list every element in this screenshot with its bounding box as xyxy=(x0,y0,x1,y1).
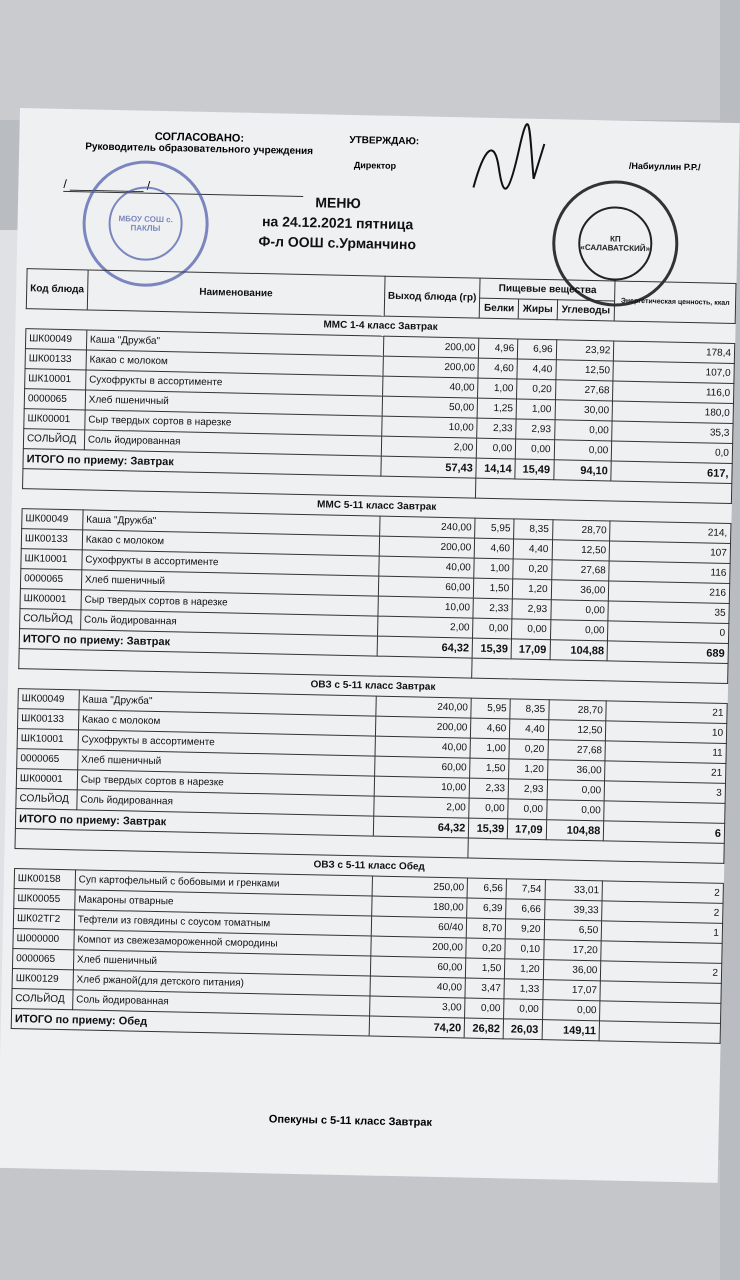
cell-name: Макароны отварные xyxy=(75,890,372,916)
cell-energy: 107,0 xyxy=(613,361,734,384)
cell-carbs: 0,00 xyxy=(554,420,612,441)
cell-output: 240,00 xyxy=(379,516,475,538)
cell-carbs: 28,70 xyxy=(552,520,610,541)
cell-energy xyxy=(600,1001,721,1024)
cell-output: 200,00 xyxy=(383,336,479,358)
cell-carbs: 0,00 xyxy=(542,1000,600,1021)
cell-protein: 0,00 xyxy=(465,998,504,1019)
cell-name: Соль йодированная xyxy=(77,790,374,816)
total-protein: 15,39 xyxy=(469,818,508,839)
cell-carbs: 27,68 xyxy=(548,740,606,761)
total-carbs: 94,10 xyxy=(553,460,611,481)
cell-output: 250,00 xyxy=(372,876,468,898)
director-name: /Набиуллин Р.Р./ xyxy=(628,160,701,173)
cell-fat: 2,93 xyxy=(508,779,547,800)
confirm-label: УТВЕРЖДАЮ: xyxy=(349,134,420,148)
cell-name: Хлеб ржаной(для детского питания) xyxy=(73,970,370,996)
cell-code: ШК00133 xyxy=(18,709,79,730)
cell-code: ШК10001 xyxy=(21,549,82,570)
wall-background xyxy=(0,0,720,120)
cell-energy: 178,4 xyxy=(614,341,735,364)
cell-output: 60,00 xyxy=(370,956,466,978)
cell-output: 200,00 xyxy=(379,536,475,558)
cell-energy: 11 xyxy=(605,741,726,764)
cell-energy: 180,0 xyxy=(612,401,733,424)
cell-carbs: 27,68 xyxy=(555,380,613,401)
cell-output: 40,00 xyxy=(379,556,475,578)
cell-output: 10,00 xyxy=(374,776,470,798)
col-nutrients: Пищевые вещества xyxy=(480,278,615,301)
cell-carbs: 36,00 xyxy=(547,760,605,781)
section-title: ММС 5-11 класс Завтрак xyxy=(22,489,731,524)
cell-fat: 0,00 xyxy=(508,799,547,820)
cell-fat: 8,35 xyxy=(510,699,549,720)
cell-carbs: 36,00 xyxy=(543,960,601,981)
cell-fat: 2,93 xyxy=(516,419,555,440)
total-carbs: 104,88 xyxy=(546,820,604,841)
total-fat: 15,49 xyxy=(515,459,554,480)
cell-code: 0000065 xyxy=(17,749,78,770)
cell-protein: 1,50 xyxy=(466,958,505,979)
cell-code: ШК00001 xyxy=(16,769,77,790)
menu-document xyxy=(0,108,740,1183)
cell-protein: 1,00 xyxy=(474,558,513,579)
cell-name: Какао с молоком xyxy=(78,710,375,736)
page-title xyxy=(187,190,488,256)
cell-protein: 4,60 xyxy=(474,538,513,559)
cell-code: Ш000000 xyxy=(13,929,74,950)
organization-stamp-text: КП «САЛАВАТСКИЙ» xyxy=(580,234,651,254)
cell-protein: 2,33 xyxy=(477,418,516,439)
cell-code: ШК00049 xyxy=(22,509,83,530)
cell-output: 60/40 xyxy=(371,916,467,938)
cell-carbs: 36,00 xyxy=(551,580,609,601)
next-section-title: Опекуны с 5-11 класс Завтрак xyxy=(268,1113,433,1129)
cell-carbs: 23,92 xyxy=(556,340,614,361)
cell-energy: 0 xyxy=(608,621,729,644)
section-title: ММС 1-4 класс Завтрак xyxy=(26,309,735,344)
cell-carbs: 12,50 xyxy=(552,540,610,561)
total-label: ИТОГО по приему: Завтрак xyxy=(23,449,381,476)
cell-carbs: 6,50 xyxy=(544,920,602,941)
cell-output: 40,00 xyxy=(382,376,478,398)
cell-code: СОЛЬЙОД xyxy=(20,609,81,630)
cell-code: ШК00049 xyxy=(25,329,86,350)
col-output: Выход блюда (гр) xyxy=(384,276,480,318)
cell-fat: 1,33 xyxy=(504,979,543,1000)
cell-carbs: 0,00 xyxy=(550,620,608,641)
cell-protein: 0,20 xyxy=(466,938,505,959)
cell-carbs: 17,20 xyxy=(543,940,601,961)
cell-output: 10,00 xyxy=(378,596,474,618)
total-output: 74,20 xyxy=(369,1016,465,1038)
cell-output: 200,00 xyxy=(375,716,471,738)
cell-protein: 4,60 xyxy=(478,358,517,379)
cell-name: Сыр твердых сортов в нарезке xyxy=(81,590,378,616)
cell-protein: 4,96 xyxy=(479,338,518,359)
cell-name: Соль йодированная xyxy=(80,610,377,636)
cell-energy: 3 xyxy=(604,781,725,804)
cell-energy: 107 xyxy=(609,541,730,564)
title-school: Ф-л ООШ с.Урманчино xyxy=(258,233,417,253)
cell-energy: 35 xyxy=(608,601,729,624)
cell-output: 60,00 xyxy=(378,576,474,598)
cell-energy: 2 xyxy=(601,961,722,984)
cell-energy: 2 xyxy=(602,901,723,924)
col-name: Наименование xyxy=(87,270,385,316)
cell-name: Хлеб пшеничный xyxy=(85,390,382,416)
cell-energy: 116,0 xyxy=(613,381,734,404)
cell-code: ШК00001 xyxy=(24,409,85,430)
cell-protein: 1,00 xyxy=(470,738,509,759)
cell-fat: 4,40 xyxy=(517,359,556,380)
total-carbs: 104,88 xyxy=(550,640,608,661)
cell-energy xyxy=(601,941,722,964)
cell-protein: 2,33 xyxy=(469,778,508,799)
col-fat: Жиры xyxy=(518,299,557,320)
cell-code: 0000065 xyxy=(12,949,73,970)
cell-fat: 6,96 xyxy=(518,339,557,360)
cell-name: Тефтели из говядины с соусом томатным xyxy=(74,910,371,936)
cell-protein: 6,39 xyxy=(467,898,506,919)
cell-energy xyxy=(604,801,725,824)
cell-output: 60,00 xyxy=(374,756,470,778)
cell-carbs: 12,50 xyxy=(555,360,613,381)
cell-name: Хлеб пшеничный xyxy=(77,750,374,776)
cell-carbs: 33,01 xyxy=(545,880,603,901)
total-energy: 689 xyxy=(607,641,728,664)
cell-fat: 6,66 xyxy=(506,899,545,920)
cell-name: Каша "Дружба" xyxy=(86,330,383,356)
cell-output: 50,00 xyxy=(382,396,478,418)
cell-protein: 8,70 xyxy=(467,918,506,939)
cell-output: 40,00 xyxy=(370,976,466,998)
cell-output: 10,00 xyxy=(382,416,478,438)
total-label: ИТОГО по приему: Обед xyxy=(11,1009,369,1036)
cell-name: Сухофрукты в ассортименте xyxy=(78,730,375,756)
cell-carbs: 0,00 xyxy=(546,800,604,821)
cell-protein: 4,60 xyxy=(471,718,510,739)
cell-output: 2,00 xyxy=(377,616,473,638)
cell-energy: 2 xyxy=(602,881,723,904)
total-protein: 14,14 xyxy=(476,458,515,479)
director-label: Директор xyxy=(353,160,397,171)
cell-name: Компот из свежезамороженной смородины xyxy=(74,930,371,956)
cell-protein: 0,00 xyxy=(469,798,508,819)
cell-protein: 2,33 xyxy=(473,598,512,619)
cell-fat: 0,20 xyxy=(513,559,552,580)
cell-fat: 0,00 xyxy=(504,999,543,1020)
cell-name: Какао с молоком xyxy=(86,350,383,376)
cell-code: 0000065 xyxy=(20,569,81,590)
total-label: ИТОГО по приему: Завтрак xyxy=(19,629,377,656)
approved-role: Руководитель образовательного учреждения xyxy=(85,141,314,158)
cell-energy: 116 xyxy=(609,561,730,584)
col-carbs: Углеводы xyxy=(557,300,615,321)
cell-output: 2,00 xyxy=(374,796,470,818)
cell-code: ШК10001 xyxy=(17,729,78,750)
cell-code: ШК00158 xyxy=(14,869,75,890)
signature-line: / ___________ / xyxy=(63,177,303,197)
cell-output: 40,00 xyxy=(375,736,471,758)
cell-name: Соль йодированная xyxy=(84,430,381,456)
cell-code: ШК00001 xyxy=(20,589,81,610)
cell-output: 240,00 xyxy=(376,696,472,718)
cell-output: 200,00 xyxy=(371,936,467,958)
cell-name: Каша "Дружба" xyxy=(79,690,376,716)
total-fat: 26,03 xyxy=(503,1019,542,1040)
cell-energy: 21 xyxy=(605,761,726,784)
cell-protein: 1,25 xyxy=(477,398,516,419)
section-title: ОВЗ с 5-11 класс Завтрак xyxy=(18,669,727,704)
cell-energy: 35,3 xyxy=(612,421,733,444)
col-code: Код блюда xyxy=(26,269,88,310)
cell-fat: 0,20 xyxy=(509,739,548,760)
cell-fat: 0,00 xyxy=(512,619,551,640)
cell-fat: 2,93 xyxy=(512,599,551,620)
cell-energy: 1 xyxy=(602,921,723,944)
cell-name: Сыр твердых сортов в нарезке xyxy=(77,770,374,796)
title-date: на 24.12.2021 пятница xyxy=(261,213,414,233)
cell-name: Сухофрукты в ассортименте xyxy=(85,370,382,396)
approved-label: СОГЛАСОВАНО: xyxy=(154,130,245,145)
cell-code: ШК10001 xyxy=(25,369,86,390)
section-title: ОВЗ с 5-11 класс Обед xyxy=(15,849,724,884)
cell-carbs: 12,50 xyxy=(548,720,606,741)
cell-protein: 1,50 xyxy=(474,578,513,599)
total-label: ИТОГО по приему: Завтрак xyxy=(15,809,373,836)
title-menu: МЕНЮ xyxy=(315,194,362,212)
total-fat: 17,09 xyxy=(507,819,546,840)
cell-name: Сухофрукты в ассортименте xyxy=(82,550,379,576)
total-protein: 26,82 xyxy=(464,1018,503,1039)
cell-carbs: 39,33 xyxy=(544,900,602,921)
cell-carbs: 30,00 xyxy=(555,400,613,421)
cell-fat: 4,40 xyxy=(513,539,552,560)
school-stamp-text: МБОУ СОШ с. ПАКЛЫ xyxy=(118,214,173,233)
cell-name: Какао с молоком xyxy=(82,530,379,556)
cell-protein: 6,56 xyxy=(467,878,506,899)
cell-code: СОЛЬЙОД xyxy=(23,429,84,450)
cell-protein: 5,95 xyxy=(475,518,514,539)
cell-carbs: 28,70 xyxy=(548,700,606,721)
cell-energy: 10 xyxy=(606,721,727,744)
cell-name: Хлеб пшеничный xyxy=(73,950,370,976)
cell-fat: 0,10 xyxy=(505,939,544,960)
cell-code: ШК00049 xyxy=(18,689,79,710)
total-energy xyxy=(599,1021,720,1044)
cell-name: Соль йодированная xyxy=(72,990,369,1016)
cell-name: Суп картофельный с бобовыми и гренками xyxy=(75,870,372,896)
cell-code: 0000065 xyxy=(24,389,85,410)
cell-output: 2,00 xyxy=(381,436,477,458)
cell-protein: 0,00 xyxy=(477,438,516,459)
cell-output: 180,00 xyxy=(371,896,467,918)
cell-output: 200,00 xyxy=(383,356,479,378)
cell-fat: 0,00 xyxy=(515,439,554,460)
total-protein: 15,39 xyxy=(472,638,511,659)
cell-name: Каша "Дружба" xyxy=(82,510,379,536)
cell-code: ШК00133 xyxy=(25,349,86,370)
cell-energy: 214, xyxy=(610,521,731,544)
cell-carbs: 0,00 xyxy=(554,440,612,461)
cell-energy: 21 xyxy=(606,701,727,724)
cell-code: СОЛЬЙОД xyxy=(12,989,73,1010)
total-carbs: 149,11 xyxy=(542,1020,600,1041)
cell-fat: 1,00 xyxy=(516,399,555,420)
cell-output: 3,00 xyxy=(369,996,465,1018)
cell-energy: 0,0 xyxy=(612,441,733,464)
cell-energy xyxy=(600,981,721,1004)
cell-name: Сыр твердых сортов в нарезке xyxy=(85,410,382,436)
cell-fat: 7,54 xyxy=(506,879,545,900)
cell-code: ШК00129 xyxy=(12,969,73,990)
cell-fat: 1,20 xyxy=(509,759,548,780)
cell-fat: 0,20 xyxy=(517,379,556,400)
cell-fat: 8,35 xyxy=(514,519,553,540)
cell-code: ШК00133 xyxy=(21,529,82,550)
col-energy: Энергетическая ценность, ккал xyxy=(614,281,735,324)
cell-fat: 1,20 xyxy=(505,959,544,980)
total-fat: 17,09 xyxy=(511,639,550,660)
total-output: 64,32 xyxy=(377,636,473,658)
total-output: 64,32 xyxy=(373,816,469,838)
cell-fat: 1,20 xyxy=(512,579,551,600)
cell-protein: 5,95 xyxy=(471,698,510,719)
cell-code: ШК02ТГ2 xyxy=(13,909,74,930)
col-protein: Белки xyxy=(480,298,519,319)
cell-carbs: 27,68 xyxy=(551,560,609,581)
cell-fat: 9,20 xyxy=(505,919,544,940)
cell-carbs: 17,07 xyxy=(543,980,601,1001)
cell-name: Хлеб пшеничный xyxy=(81,570,378,596)
cell-code: СОЛЬЙОД xyxy=(16,789,77,810)
total-energy: 6 xyxy=(604,821,725,844)
total-output: 57,43 xyxy=(381,456,477,478)
cell-carbs: 0,00 xyxy=(547,780,605,801)
cell-protein: 1,50 xyxy=(470,758,509,779)
cell-code: ШК00055 xyxy=(14,889,75,910)
cell-carbs: 0,00 xyxy=(550,600,608,621)
cell-protein: 0,00 xyxy=(473,618,512,639)
total-energy: 617, xyxy=(611,461,732,484)
cell-protein: 3,47 xyxy=(465,978,504,999)
cell-fat: 4,40 xyxy=(510,719,549,740)
cell-energy: 216 xyxy=(609,581,730,604)
approval-block xyxy=(59,129,339,158)
menu-table xyxy=(11,268,737,1044)
cell-protein: 1,00 xyxy=(478,378,517,399)
